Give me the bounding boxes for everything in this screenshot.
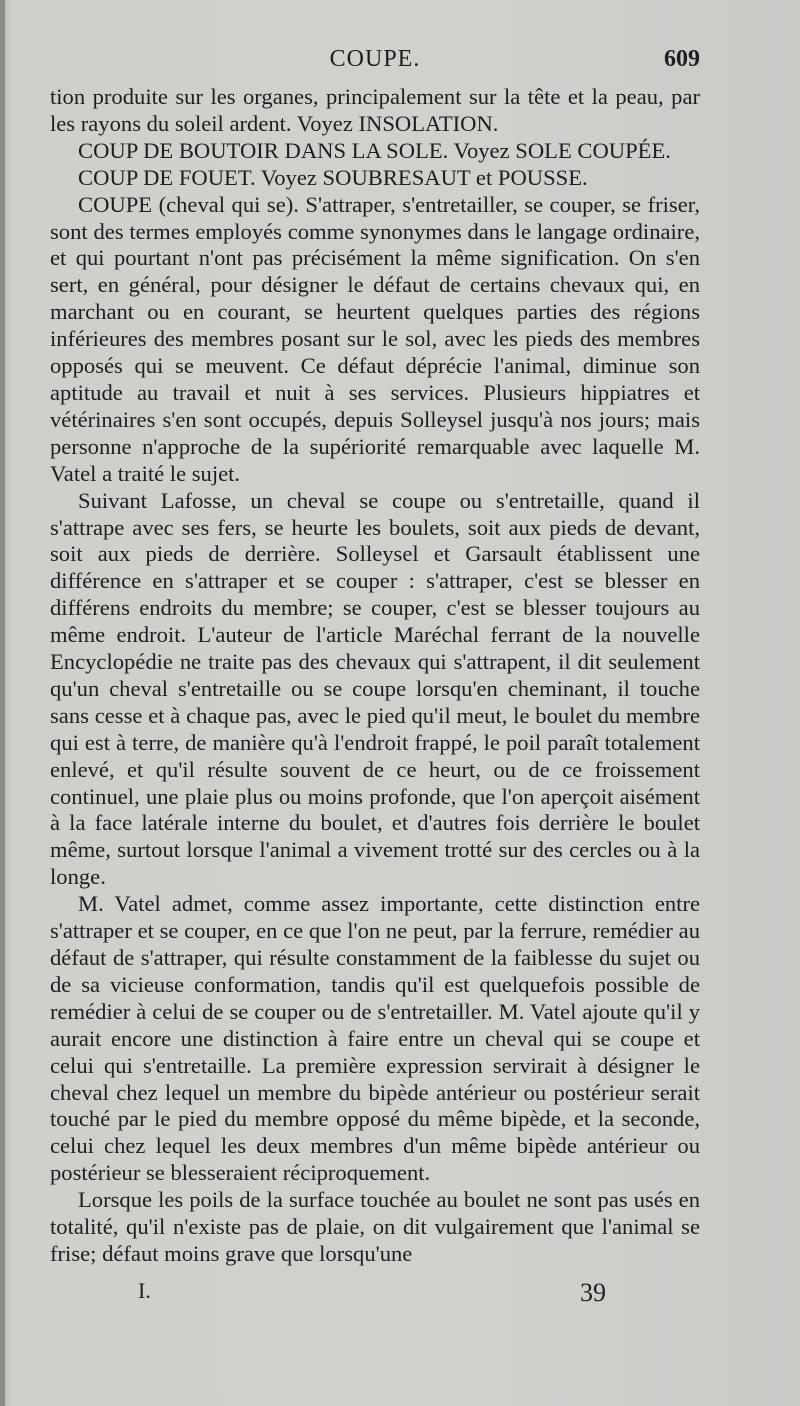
paragraph: Suivant Lafosse, un cheval se coupe ou s'entretaille, quand il s'attrape avec ses fers, se heurte les boulets, soit aux pieds de devant, soit aux pieds de derrière. Solleysel et Garsault établissent une différence en s'attraper et se couper : s'attraper, c'est se blesser en différens endroits du membre; se couper, c'est se blesser toujours au même endroit. L'auteur de l'article Maréchal ferrant de la nouvelle Encyclopédie ne traite pas des chevaux qui s'attrapent, il dit seulement qu'un cheval s'entretaille ou se coupe lorsqu'en cheminant, il touche sans cesse et à chaque pas, avec le pied qu'il meut, le boulet du membre qui est à terre, de manière qu'à l'endroit frappé, le poil paraît totalement enlevé, et qu'il résulte souvent de ce heurt, ou de ce froissement continuel, une plaie plus ou moins profonde, que l'on aperçoit aisément à la face latérale interne du boulet, et d'autres fois derrière le boulet même, surtout lorsque l'animal a vivement trotté sur des cercles ou à la longe. [50,487,700,890]
page-number: 609 [664,46,700,72]
running-header [50,46,700,78]
entry-coup-de-fouet: COUP DE FOUET. Voyez SOUBRESAUT et POUSSE. [78,164,588,190]
paragraph: M. Vatel admet, comme assez importante, cette distinction entre s'attraper et se couper, en ce que l'on ne peut, par la ferrure, remédier au défaut de s'attraper, qui résulte constamment de la faiblesse du sujet ou de sa vicieuse conformation, tandis qu'il est quelquefois possible de remédier à celui de se couper ou de s'entretailler. M. Vatel ajoute qu'il y aurait encore une distinction à faire entre un cheval qui se coupe et celui qui s'entretaille. La première expression servirait à désigner le cheval chez lequel un membre du bipède antérieur ou postérieur serait touché par le pied du membre opposé du même bipède, et la seconde, celui chez lequel les deux membres d'un même bipède antérieur ou postérieur se blesseraient réciproquement. [50,891,700,1186]
volume-mark: I. [138,1278,151,1303]
paragraph: tion produite sur les organes, principalement sur la tête et la peau, par les rayons du soleil ardent. Voyez INSOLATION. [50,84,700,136]
body-text [50,84,700,1268]
entry-coupe: COUPE (cheval qui se). S'attraper, s'entretailler, se couper, se friser, sont des termes employés comme synonymes dans le langage ordinaire, et qui pourtant n'ont pas précisément la même signification. On s'en sert, en général, pour désigner le défaut de certains chevaux qui, en marchant ou en courant, se heurtent quelques parties des régions inférieures des membres posant sur le sol, avec les pieds des membres opposés qui se meuvent. Ce défaut déprécie l'animal, diminue son aptitude au travail et nuit à ses services. Plusieurs hippiatres et vétérinaires s'en sont occupés, depuis Solleysel jusqu'à nos jours; mais personne n'approche de la supériorité remarquable avec laquelle M. Vatel a traité le sujet. [50,191,700,486]
page-footer [50,1278,700,1310]
paragraph: Lorsque les poils de la surface touchée au boulet ne sont pas usés en totalité, qu'il n'existe pas de plaie, on dit vulgairement que l'animal se frise; défaut moins grave que lorsqu'une [50,1187,700,1266]
running-title: COUPE. [329,46,421,72]
signature-mark: 39 [580,1278,606,1307]
page-spine-shadow [0,0,5,1406]
entry-coup-de-boutoir: COUP DE BOUTOIR DANS LA SOLE. Voyez SOLE COUPÉE. [78,137,671,163]
